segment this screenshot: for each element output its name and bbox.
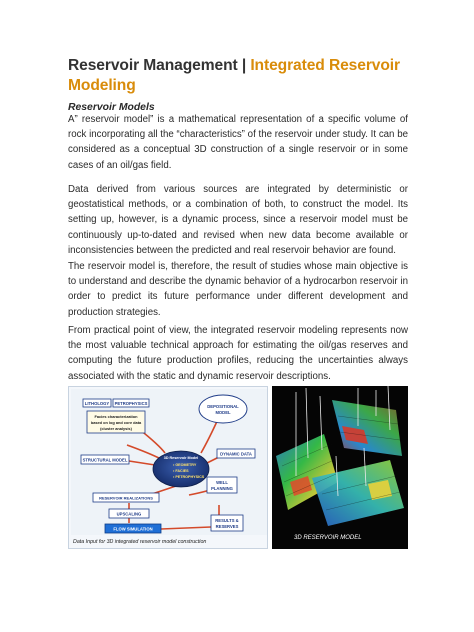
center-line-2: • GEOMETRY <box>173 463 197 467</box>
well-planning-line-2: PLANNING <box>211 486 233 491</box>
reservoir-render <box>272 386 408 549</box>
upscaling-label: UPSCALING <box>116 511 142 517</box>
section-heading: Reservoir Models <box>68 102 155 113</box>
paragraph: A” reservoir model” is a mathematical representation of a specific volume of rock incorporating all the “characteristics” of the reservoir under study. It can be considered as a conceptual 3D construction of a single reservoir or in some cases of an oil/gas field. <box>68 114 408 171</box>
title-accent-1: Integrated Reservoir <box>250 57 400 74</box>
paragraph: The reservoir model is, therefore, the result of studies whose main objective is to understand and describe the dynamic behavior of a hydrocarbon reservoir in order to predict its future performance under different development and production strategies. <box>68 261 408 318</box>
workflow-diagram <box>69 387 268 549</box>
center-line-4: • PETROPHYSICS <box>173 475 205 479</box>
dynamic-data-label: DYNAMIC DATA <box>220 451 252 457</box>
petrophysics-label: PETROPHYSICS <box>114 401 148 406</box>
flow-simulation-label: FLOW SIMULATION <box>113 526 153 532</box>
results-line-1: RESULTS & <box>215 518 239 523</box>
workflow-diagram-figure <box>68 386 268 549</box>
well-planning-line-1: WELL <box>216 480 228 485</box>
paragraph: Data derived from various sources are integrated by deterministic or geostatistical methods, or a combination of both, to construct the model. Its setting up, however, is a dynamic process, since a reservoir model must be continuously up-to-dated and revised when new data become available or inconsistencies between the predicted and real reservoir behavior are found. <box>68 184 408 256</box>
center-line-1: 3D Reservoir Model <box>163 456 199 460</box>
figure-caption-right: 3D RESERVOIR MODEL <box>294 535 362 541</box>
facies-line-2: based on log and core data <box>90 420 142 425</box>
title-accent-2: Modeling <box>68 77 136 94</box>
facies-line-1: Facies characterization <box>94 414 138 419</box>
structural-model-label: STRUCTURAL MODEL <box>82 457 128 463</box>
lithology-label: LITHOLOGY <box>84 401 110 406</box>
center-line-3: • FACIES <box>173 469 189 473</box>
page-title <box>68 56 418 96</box>
depositional-model-ellipse <box>199 395 247 423</box>
results-line-2: RESERVES <box>215 524 239 529</box>
3d-reservoir-model-image <box>272 386 408 549</box>
figure-caption-left: Data Input for 3D integrated reservoir model construction <box>73 539 207 545</box>
paragraph: From practical point of view, the integrated reservoir modeling represents now the most valuable technical approach for estimating the oil/gas reserves and computing the future production profiles, reducing the uncertainties always associated with the static and dynamic reservoir descriptions. <box>68 325 408 382</box>
title-main: Reservoir Management | <box>68 57 247 74</box>
depositional-line-2: MODEL <box>215 410 231 415</box>
depositional-line-1: DEPOSITIONAL <box>207 404 239 409</box>
facies-line-3: (cluster analysis) <box>100 426 132 431</box>
reservoir-realizations-label: RESERVOIR REALIZATIONS <box>99 495 153 501</box>
